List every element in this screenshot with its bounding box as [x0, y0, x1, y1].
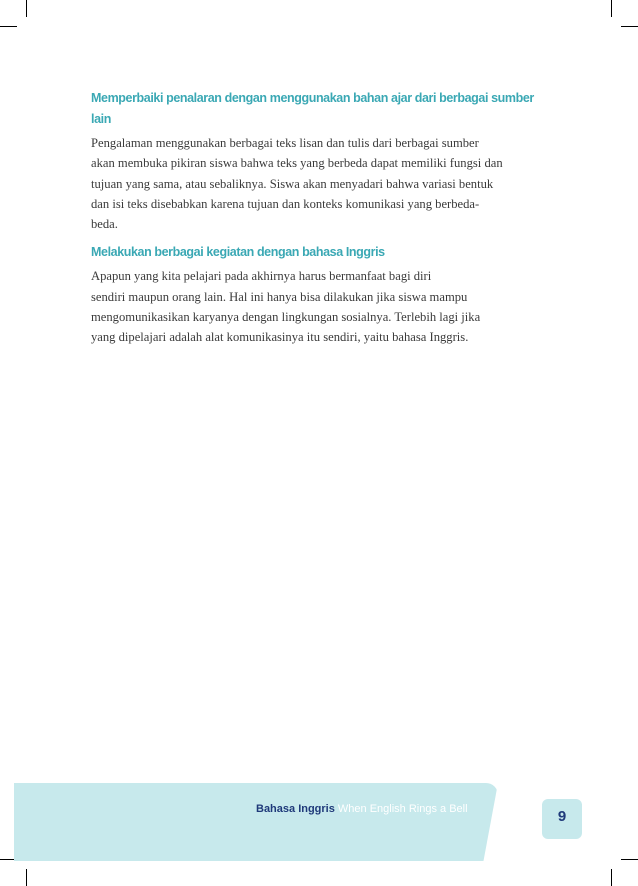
footer-book-title	[256, 803, 468, 815]
heading-line: lain	[91, 112, 111, 126]
paragraph-line: beda.	[91, 217, 118, 232]
page-number: 9	[557, 808, 567, 825]
paragraph-line: sendiri maupun orang lain. Hal ini hanya bisa dilakukan jika siswa mampu	[91, 289, 468, 304]
crop-mark	[0, 26, 17, 27]
crop-mark	[26, 869, 27, 886]
section-heading-reasoning	[91, 88, 561, 130]
paragraph-line: Apapun yang kita pelajari pada akhirnya harus bermanfaat bagi diri	[91, 269, 432, 284]
crop-mark	[611, 869, 612, 886]
crop-mark	[621, 859, 638, 860]
heading-line: Memperbaiki penalaran dengan menggunakan bahan ajar dari berbagai sumber	[91, 91, 534, 105]
paragraph-line: mengomunikasikan karyanya dengan lingkungan sosialnya. Terlebih lagi jika	[91, 310, 481, 325]
paragraph-line: dan isi teks disebabkan karena tujuan dan konteks komunikasi yang berbeda-	[91, 196, 480, 211]
footer-band	[14, 783, 498, 861]
book-subtitle: When English Rings a Bell	[337, 803, 468, 815]
crop-mark	[621, 26, 638, 27]
crop-mark	[26, 0, 27, 17]
page-content	[91, 88, 561, 348]
section-paragraph-reasoning	[91, 133, 561, 234]
book-title: Bahasa Inggris	[256, 803, 335, 815]
paragraph-line: akan membuka pikiran siswa bahwa teks yang berbeda dapat memiliki fungsi dan	[91, 156, 503, 171]
crop-mark	[611, 0, 612, 17]
paragraph-line: tujuan yang sama, atau sebaliknya. Siswa akan menyadari bahwa variasi bentuk	[91, 176, 494, 191]
section-heading-activities: Melakukan berbagai kegiatan dengan bahasa Inggris	[91, 245, 385, 260]
paragraph-line: Pengalaman menggunakan berbagai teks lisan dan tulis dari berbagai sumber	[91, 136, 479, 150]
section-paragraph-activities	[91, 266, 561, 347]
paragraph-line: yang dipelajari adalah alat komunikasinya itu sendiri, yaitu bahasa Inggris.	[91, 330, 469, 345]
